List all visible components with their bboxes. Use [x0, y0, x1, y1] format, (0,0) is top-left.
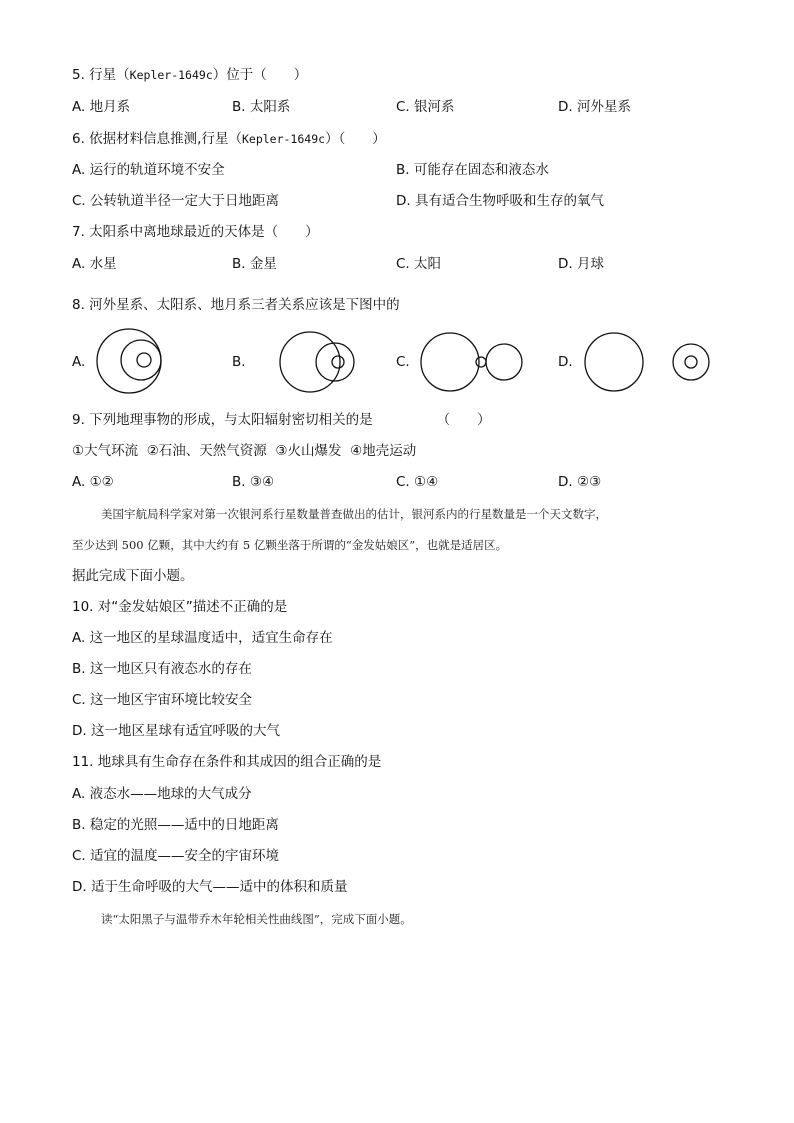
q5-option-c[interactable]: C. 银河系 — [396, 99, 455, 115]
large-circle — [585, 333, 643, 391]
planet-name: Kepler-1649c — [129, 68, 213, 82]
q8-option-d[interactable]: D. — [558, 326, 728, 406]
large-circle — [421, 333, 479, 391]
q9-option-a[interactable]: A. ①② — [72, 474, 114, 490]
medium-circle — [673, 344, 709, 380]
q11-option-b[interactable]: B. 稳定的光照——适中的日地距离 — [72, 817, 279, 833]
answer-blank: （ ） — [436, 412, 491, 428]
q7-option-c[interactable]: C. 太阳 — [396, 256, 442, 272]
medium-circle — [316, 343, 354, 381]
q10-stem: 10. 对“金发姑娘区”描述不正确的是 — [72, 599, 288, 615]
q8-options — [72, 326, 732, 402]
nested-circles-diagram — [94, 326, 194, 402]
inner-circle — [137, 353, 151, 367]
q9-item-1: ①大气环流 — [72, 443, 139, 459]
q10-option-a[interactable]: A. 这一地区的星球温度适中，适宜生命存在 — [72, 630, 333, 646]
middle-circle — [121, 340, 161, 380]
q11-option-c[interactable]: C. 适宜的温度——安全的宇宙环境 — [72, 848, 280, 864]
q9-item-3: ③火山爆发 — [275, 443, 342, 459]
q10-option-d[interactable]: D. 这一地区星球有适宜呼吸的大气 — [72, 723, 280, 739]
q5-option-d[interactable]: D. 河外星系 — [558, 99, 631, 115]
touching-circles-diagram — [418, 326, 548, 402]
overlapping-circles-diagram — [256, 326, 376, 402]
q5-stem: 5. 行星（Kepler-1649c）位于（ ） — [72, 67, 308, 83]
q8-option-a[interactable]: A. — [72, 326, 222, 406]
q11-option-a[interactable]: A. 液态水——地球的大气成分 — [72, 786, 252, 802]
material2-text: 读“太阳黑子与温带乔木年轮相关性曲线图”，完成下面小题。 — [101, 912, 412, 926]
q6-option-c[interactable]: C. 公转轨道半径一定大于日地距离 — [72, 193, 280, 209]
small-circle — [332, 356, 344, 368]
q6-option-a[interactable]: A. 运行的轨道环境不安全 — [72, 162, 225, 178]
q9-item-4: ④地壳运动 — [350, 443, 417, 459]
q5-option-a[interactable]: A. 地月系 — [72, 99, 131, 115]
q10-option-c[interactable]: C. 这一地区宇宙环境比较安全 — [72, 692, 253, 708]
material1-line1: 美国宇航局科学家对第一次银河系行星数量普查做出的估计，银河系内的行星数量是一个天文数字， — [101, 507, 607, 521]
q9-stem: 9. 下列地理事物的形成，与太阳辐射密切相关的是 （ ） — [72, 412, 491, 428]
q6-option-b[interactable]: B. 可能存在固态和液态水 — [396, 162, 549, 178]
material1-prompt: 据此完成下面小题。 — [72, 568, 194, 584]
large-circle — [280, 332, 340, 392]
q10-option-b[interactable]: B. 这一地区只有液态水的存在 — [72, 661, 252, 677]
q6-options-row2 — [72, 191, 732, 211]
q5-options — [72, 97, 732, 117]
q6-option-d[interactable]: D. 具有适合生物呼吸和生存的氧气 — [396, 193, 604, 209]
q9-item-2: ②石油、天然气资源 — [146, 443, 267, 459]
q7-stem: 7. 太阳系中离地球最近的天体是（ ） — [72, 224, 319, 240]
q7-option-d[interactable]: D. 月球 — [558, 256, 604, 272]
medium-circle — [486, 344, 522, 380]
q9-items — [72, 441, 416, 461]
q5-option-b[interactable]: B. 太阳系 — [232, 99, 291, 115]
q11-option-d[interactable]: D. 适于生命呼吸的大气——适中的体积和质量 — [72, 879, 348, 895]
small-circle — [685, 356, 697, 368]
q11-stem: 11. 地球具有生命存在条件和其成因的组合正确的是 — [72, 754, 382, 770]
q9-option-b[interactable]: B. ③④ — [232, 474, 275, 490]
q9-option-c[interactable]: C. ①④ — [396, 474, 439, 490]
q8-option-c[interactable]: C. — [396, 326, 556, 406]
q7-option-b[interactable]: B. 金星 — [232, 256, 277, 272]
small-circle — [476, 357, 486, 367]
q6-options-row1 — [72, 160, 732, 180]
q7-options — [72, 254, 732, 274]
separate-circles-diagram — [580, 326, 710, 402]
q9-options — [72, 472, 732, 492]
q9-option-d[interactable]: D. ②③ — [558, 474, 602, 490]
planet-name: Kepler-1649c — [241, 132, 326, 146]
q7-option-a[interactable]: A. 水星 — [72, 256, 117, 272]
q8-option-b[interactable]: B. — [232, 326, 392, 406]
material1-line2: 至少达到 500 亿颗，其中大约有 5 亿颗坐落于所谓的“金发姑娘区”，也就是适居区。 — [72, 538, 508, 552]
q6-stem: 6. 依据材料信息推测,行星（Kepler-1649c）（ ） — [72, 131, 386, 147]
q8-stem: 8. 河外星系、太阳系、地月系三者关系应该是下图中的 — [72, 297, 400, 313]
